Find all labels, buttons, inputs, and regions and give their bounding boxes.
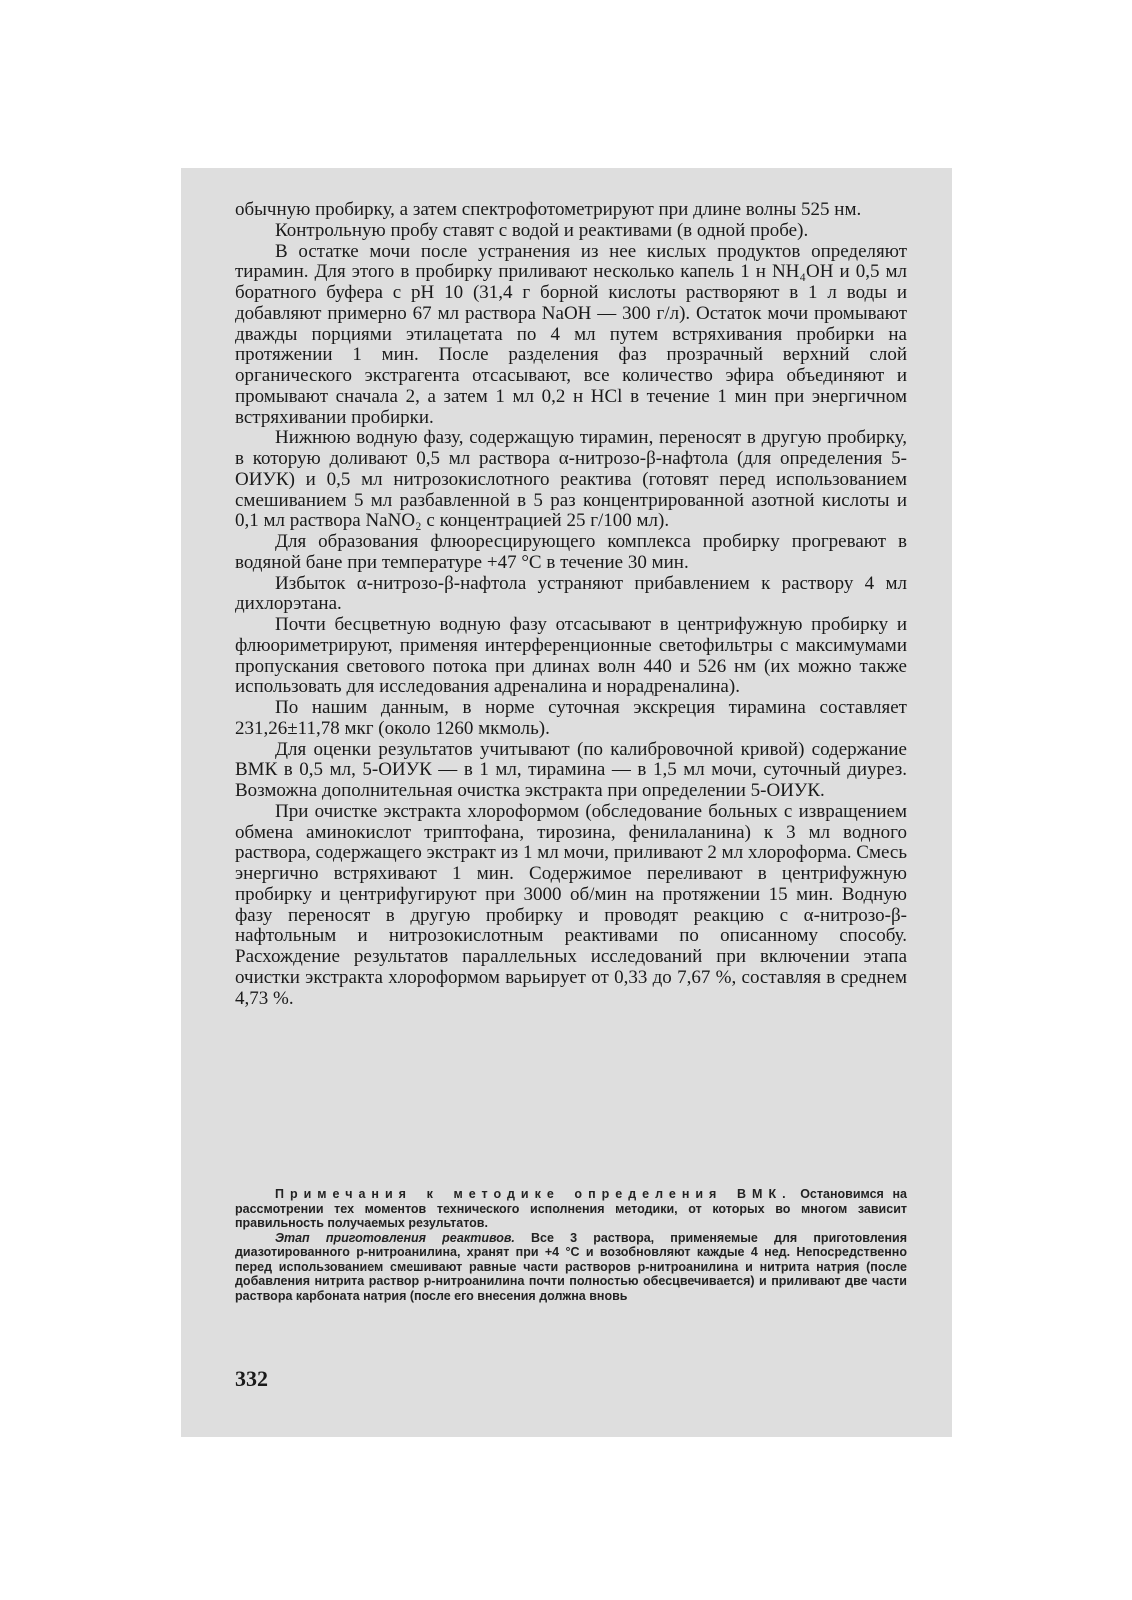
main-text (235, 200, 907, 1009)
notes-section (235, 1187, 907, 1303)
notes-paragraph (235, 1231, 907, 1304)
stage-label: Этап приготовления реактивов. (275, 1230, 515, 1245)
paragraph: В остатке мочи после устранения из нее кислых продуктов определяют тирамин. Для этого в пробирку приливают несколько капель 1 н NH₄OH и 0,5 мл боратного буфера с pH 10 (31,4 г борной кислоты растворяют в 1 л воды и добавляют примерно 67 мл раствора NaOH — 300 г/л). Остаток мочи промывают дважды порциями этилацетата по 4 мл путем встряхивания пробирки на протяжении 1 мин. После разделения фаз прозрачный верхний слой органического экстрагента отсасывают, все количество эфира объединяют и промывают сначала 2, а затем 1 мл 0,2 н HCl в течение 1 мин при энергичном встряхивании пробирки. (235, 240, 907, 428)
notes-heading: Примечания к методике определения ВМК. (275, 1187, 792, 1201)
page-number: 332 (235, 1366, 268, 1391)
paragraph: Почти бесцветную водную фазу отсасывают в центрифужную пробирку и флюориметрируют, применяя интерференционные светофильтры с максимумами пропускания светового потока при длинах волн 440 и 526 нм (их можно также использовать для исследования адреналина и норадреналина). (235, 614, 907, 698)
notes-paragraph (235, 1187, 907, 1231)
paragraph: По нашим данным, в норме суточная экскреция тирамина составляет 231,26±11,78 мкг (около 1260 мкмоль). (235, 697, 907, 739)
paragraph: обычную пробирку, а затем спектрофотометрируют при длине волны 525 нм. (235, 199, 862, 220)
book-page (181, 168, 952, 1437)
paragraph: Нижнюю водную фазу, содержащую тирамин, переносят в другую пробирку, в которую доливают 0,5 мл раствора α-нитрозо-β-нафтола (для определения 5-ОИУК) и 0,5 мл нитрозокислотного реактива (готовят перед использованием смешиванием 5 мл разбавленной в 5 раз концентрированной азотной кислоты и 0,1 мл раствора NaNO₂ с концентрацией 25 г/100 мл). (235, 427, 907, 532)
paragraph: Для оценки результатов учитывают (по калибровочной кривой) содержание ВМК в 0,5 мл, 5-ОИУК — в 1 мл, тирамина — в 1,5 мл мочи, суточный диурез. Возможна дополнительная очистка экстракта при определении 5-ОИУК. (235, 738, 907, 801)
notes-intro: Остановимся на рассмотрении тех моментов технического исполнения методики, от которых во многом зависит правильность получаемых результатов. (235, 1187, 907, 1230)
paragraph: Избыток α-нитрозо-β-нафтола устраняют прибавлением к раствору 4 мл дихлорэтана. (235, 572, 907, 615)
stage-text: Все 3 раствора, применяемые для приготовления диазотированного р-нитроанилина, хранят при +4 °С и возобновляют каждые 4 нед. Непосредственно перед использованием смешивают равные части растворов р-нитроанилина и нитрита натрия (после добавления нитрита раствор р-нитроанилина почти полностью обесцвечивается) и приливают две части раствора карбоната натрия (после его внесения должна вновь (235, 1230, 907, 1303)
paragraph: Для образования флюоресцирующего комплекса пробирку прогревают в водяной бане при температуре +47 °С в течение 30 мин. (235, 531, 907, 573)
paragraph: Контрольную пробу ставят с водой и реактивами (в одной пробе). (275, 219, 809, 241)
paragraph: При очистке экстракта хлороформом (обследование больных с извращением обмена аминокислот триптофана, тирозина, фенилаланина) к 3 мл водного раствора, содержащего экстракт из 1 мл мочи, приливают 2 мл хлороформа. Смесь энергично встряхивают 1 мин. Содержимое переливают в центрифужную пробирку и центрифугируют при 3000 об/мин на протяжении 15 мин. Водную фазу переносят в другую пробирку и проводят реакцию с α-нитрозо-β-нафтольным и нитрозокислотным реактивами по описанному способу. Расхождение результатов параллельных исследований при включении этапа очистки экстракта хлороформом варьирует от 0,33 до 7,67 %, составляя в среднем 4,73 %. (235, 800, 907, 1009)
